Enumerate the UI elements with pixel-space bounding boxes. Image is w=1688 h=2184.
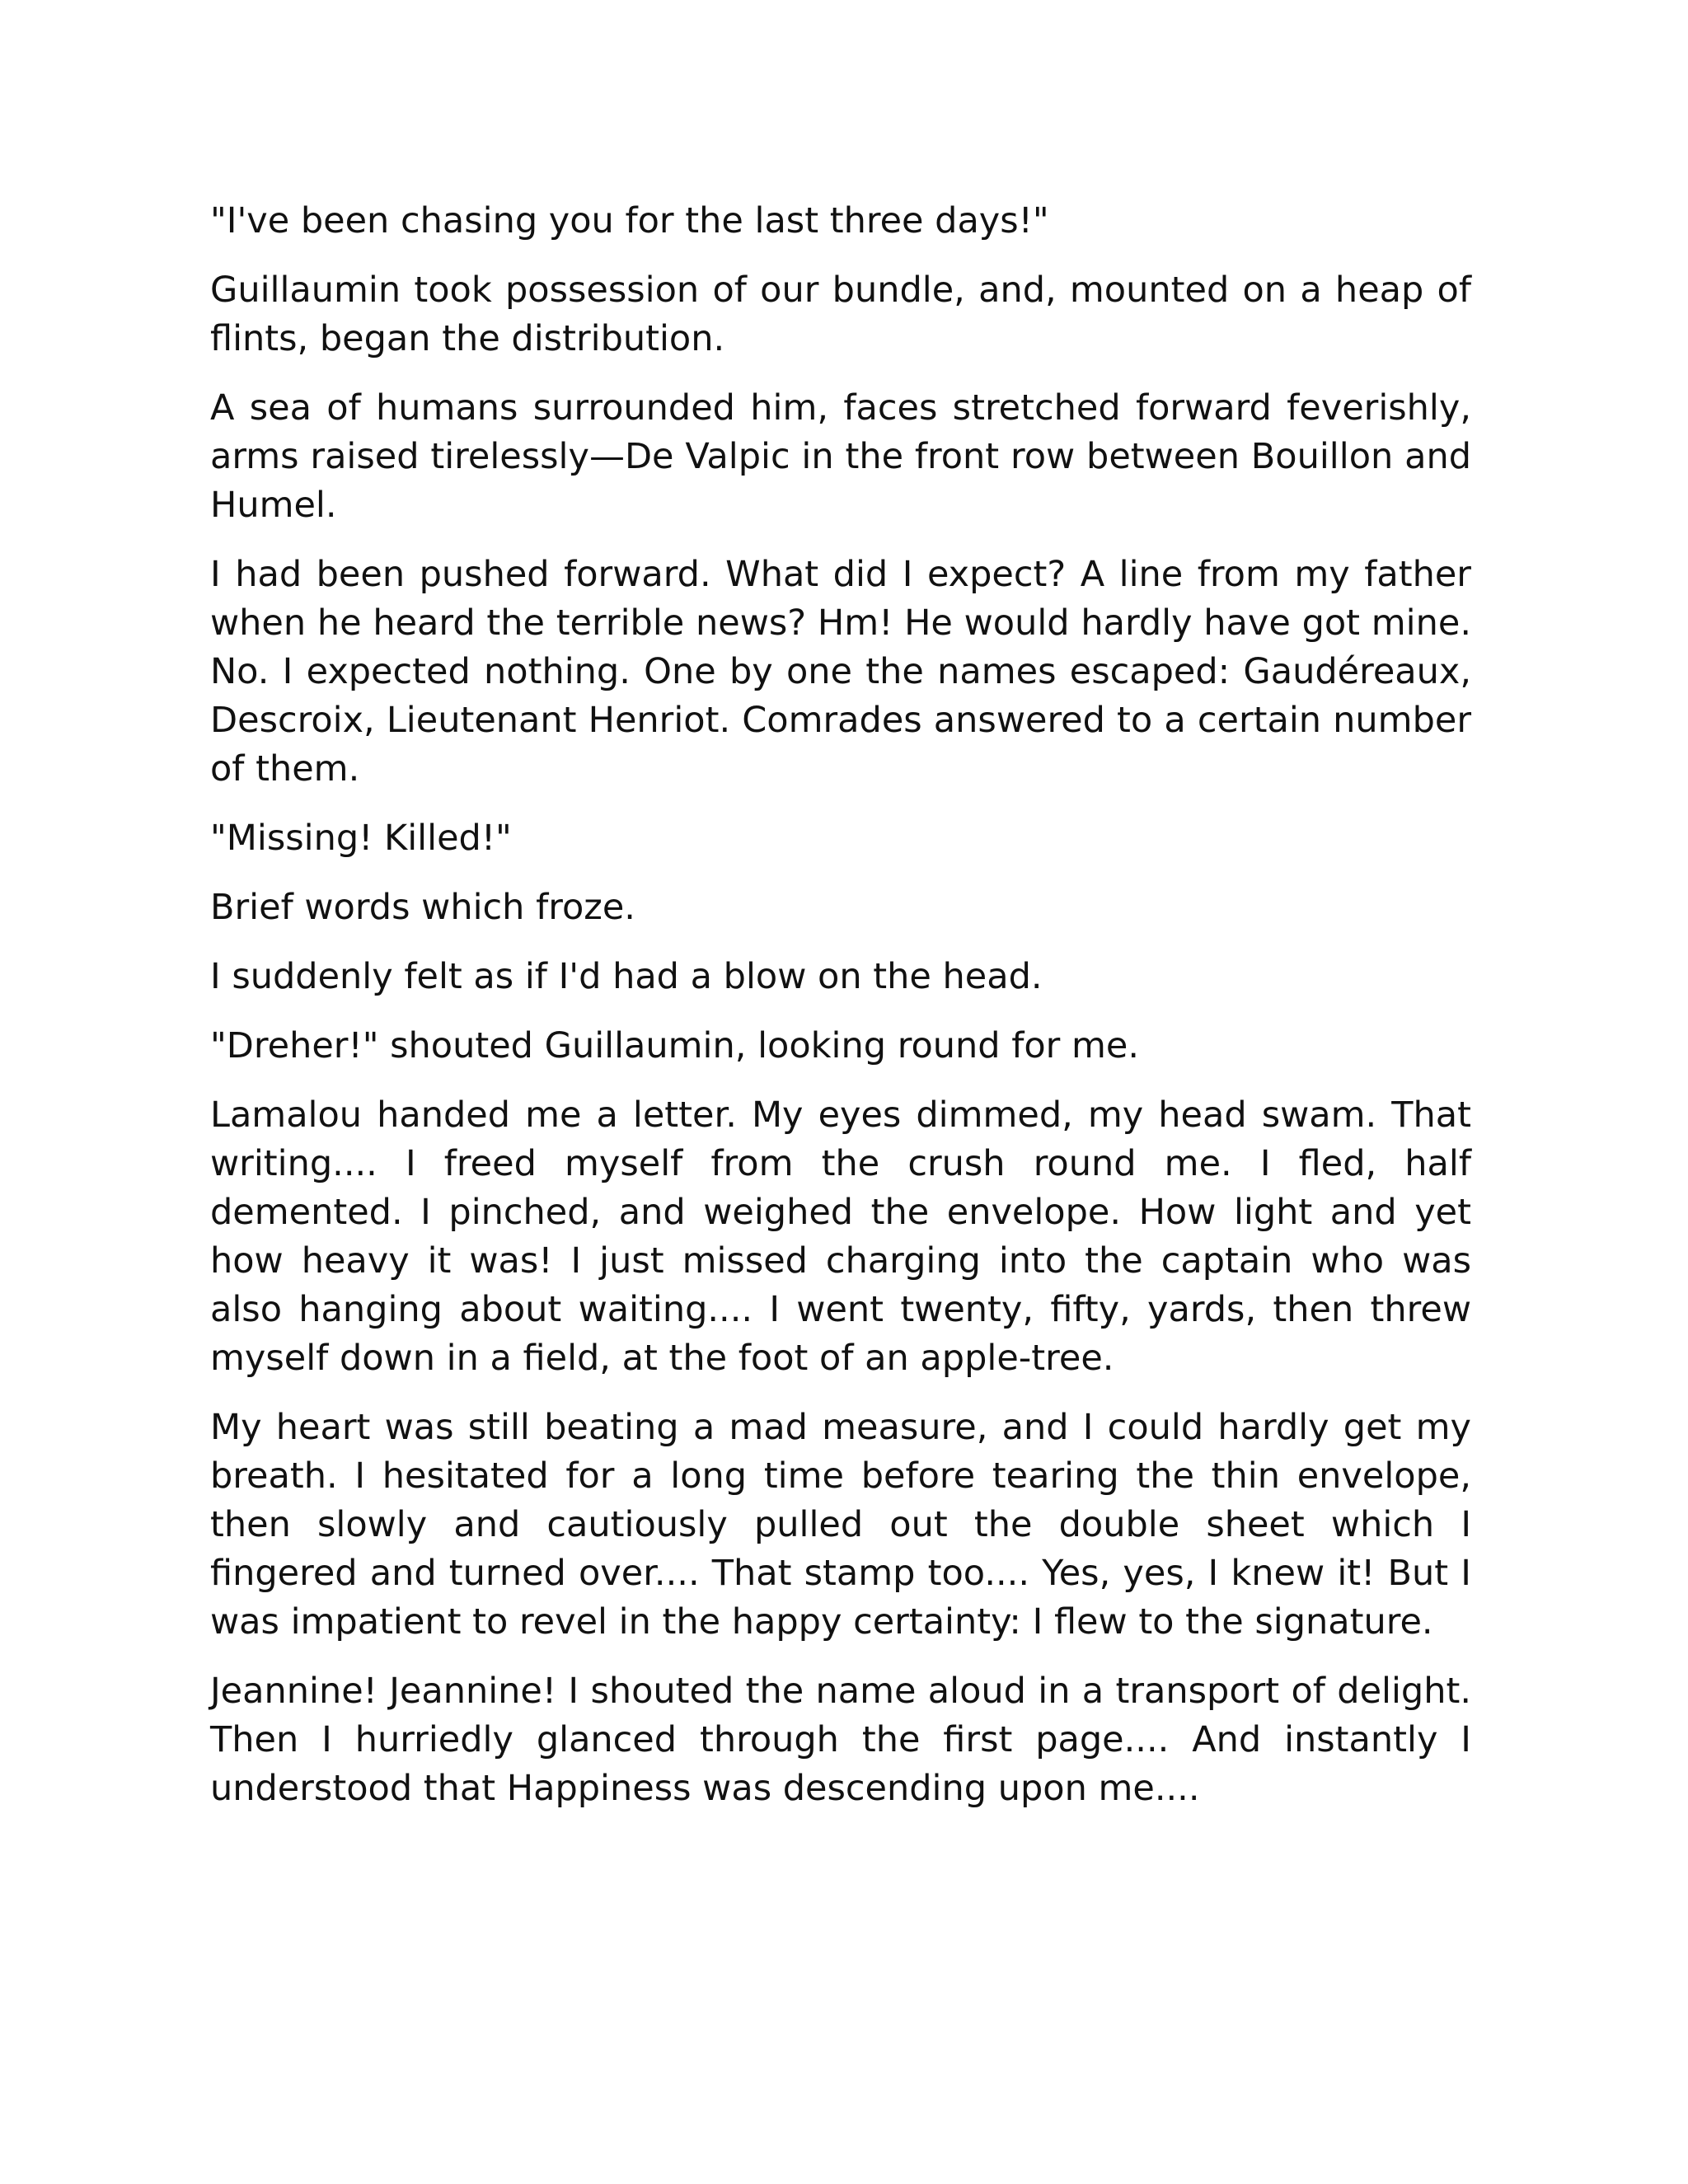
body-text — [210, 197, 1471, 1813]
paragraph-9: Lamalou handed me a letter. My eyes dimmed, my head swam. That writing.... I freed myself from the crush round me. I fled, half demented. I pinched, and weighed the envelope. How light and yet how heavy it was! I just missed charging into the captain who was also hanging about waiting.... I went twenty, fifty, yards, then threw myself down in a field, at the foot of an apple-tree. — [210, 1094, 1471, 1379]
paragraph-11: Jeannine! Jeannine! I shouted the name aloud in a transport of delight. Then I hurriedly glanced through the first page.... And instantly I understood that Happiness was descending upon me.... — [210, 1671, 1471, 1809]
paragraph-6: Brief words which froze. — [210, 887, 635, 928]
paragraph-7: I suddenly felt as if I'd had a blow on the head. — [210, 956, 1043, 997]
paragraph-5: "Missing! Killed!" — [210, 818, 512, 859]
paragraph-4: I had been pushed forward. What did I expect? A line from my father when he heard the terrible news? Hm! He would hardly have got mine. No. I expected nothing. One by one the names escaped: Gaudéreaux, Descroix, Lieutenant Henriot. Comrades answered to a certain number of them. — [210, 554, 1471, 790]
paragraph-10: My heart was still beating a mad measure, and I could hardly get my breath. I hesitated for a long time before tearing the thin envelope, then slowly and cautiously pulled out the double sheet which I fingered and turned over.... That stamp too.... Yes, yes, I knew it! But I was impatient to revel in the happy certainty: I flew to the signature. — [210, 1407, 1471, 1643]
paragraph-2: Guillaumin took possession of our bundle, and, mounted on a heap of flints, began the distribution. — [210, 269, 1471, 359]
paragraph-1: "I've been chasing you for the last three days!" — [210, 200, 1049, 241]
paragraph-3: A sea of humans surrounded him, faces stretched forward feverishly, arms raised tirelessly—De Valpic in the front row between Bouillon and Humel. — [210, 387, 1471, 526]
paragraph-8: "Dreher!" shouted Guillaumin, looking round for me. — [210, 1025, 1140, 1066]
